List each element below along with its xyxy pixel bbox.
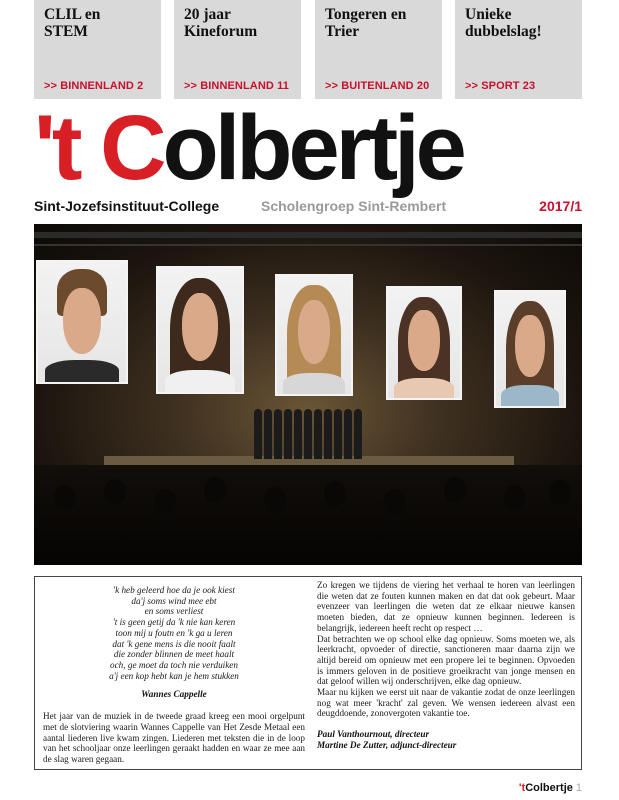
poem-line: toon mij u foutn en 'k ga u leren — [115, 627, 233, 638]
article-paragraph: Het jaar van de muziek in de tweede graad kreeg een mooi orgelpunt met de slotviering waarin Wannes Cappelle van Het Zesde Metaal een aantal liederen live kwam zingen. Liederen met teksten die in de loop van het schooljaar onze leerlingen geraakt hadden en waar ze mee aan de slag waren gegaan. — [43, 711, 305, 765]
lighting-truss — [34, 232, 582, 238]
portrait-screen — [494, 290, 566, 408]
article-right-column — [317, 580, 575, 751]
teaser-ref: >> BUITENLAND 20 — [325, 80, 430, 92]
poem-line: 'k heb geleerd hoe da je ook kiest — [113, 585, 235, 595]
article-left-column — [43, 585, 305, 765]
page-footer — [519, 782, 582, 794]
signature: Martine De Zutter, adjunct-directeur — [317, 739, 457, 750]
article-paragraph: Dat betrachten we op school elke dag opnieuw. Soms moeten we, als leerkracht, opvoeder of directie, sanctioneren maar daarna zijn we altijd bereid om opnieuw met een propere lei te beginnen. Opvoeden is immers geloven in de positieve groeikracht van jonge mensen en dat geloof willen wij onderschrijven, elke dag opnieuw. — [317, 633, 575, 687]
teaser-clil[interactable] — [34, 0, 161, 99]
teaser-title: CLIL en STEM — [44, 6, 101, 40]
page-number: 1 — [575, 782, 582, 794]
colbertje-logo — [34, 98, 463, 198]
poem-line: da'j soms wind mee ebt — [131, 595, 217, 606]
teaser-kineforum[interactable] — [174, 0, 301, 99]
poem-line: die zonder blinnen de meet haalt — [113, 649, 235, 660]
poem-line: en soms verliest — [144, 606, 204, 617]
portrait-screen — [386, 286, 462, 400]
issue-number: 2017/1 — [539, 198, 582, 214]
teaser-title: Tongeren en Trier — [325, 6, 407, 40]
portrait-screen — [36, 260, 128, 384]
signature: Paul Vanthournout, directeur — [317, 729, 430, 740]
teaser-ref: >> BINNENLAND 2 — [44, 80, 144, 92]
poem-line: dat 'k gene mens is die nooit faalt — [112, 638, 236, 649]
footer-logo-red: 't — [518, 782, 526, 794]
teaser-ref: >> BINNENLAND 11 — [184, 80, 289, 92]
portrait-screen — [275, 274, 353, 396]
poem — [43, 585, 305, 681]
poem-line: 't is geen getij da 'k nie kan keren — [112, 617, 236, 628]
portrait-screen — [156, 266, 244, 394]
school-name: Sint-Jozefsinstituut-College — [34, 198, 220, 214]
signatures — [317, 729, 575, 750]
poem-line: a'j een kop hebt kan je hem stukken — [109, 670, 239, 681]
teaser-title: 20 jaar Kineforum — [184, 6, 258, 40]
poem-line: och, ge moet da toch nie verduiken — [110, 659, 238, 670]
footer-logo-black: Colbertje — [525, 782, 573, 794]
school-group: Scholengroep Sint-Rembert — [261, 198, 447, 214]
choir — [254, 404, 364, 459]
editorial-article — [34, 576, 582, 770]
logo-black-part: olbertje — [162, 97, 463, 199]
teaser-ref: >> SPORT 23 — [465, 80, 536, 92]
teaser-bar — [34, 0, 582, 99]
cover-photo — [34, 224, 582, 565]
teaser-sport[interactable] — [455, 0, 582, 99]
audience — [34, 465, 582, 565]
poem-author: Wannes Cappelle — [141, 689, 207, 700]
masthead-subline — [34, 198, 582, 218]
teaser-title: Unieke dubbelslag! — [465, 6, 542, 40]
logo-red-part: 't C — [34, 97, 163, 199]
article-paragraph: Maar nu kijken we eerst uit naar de vakantie zodat de onze leerlingen nog wat meer 'kracht' zal geven. We wensen iedereen alvast een deugddoende, zonovergoten vakantie toe. — [317, 687, 575, 719]
teaser-tongeren[interactable] — [315, 0, 442, 99]
lighting-truss — [34, 244, 582, 246]
masthead — [34, 97, 582, 214]
article-paragraph: Zo kregen we tijdens de viering het verhaal te horen van leerlingen die weten dat ze fouten kunnen maken en dat dat ook gebeurt. Maar evenzeer van leerlingen die weten dat ze elkaar nieuwe kansen moeten bieden, dat ze opnieuw kunnen beginnen. Iedereen is belangrijk, iedereen heeft recht op respect … — [317, 580, 575, 633]
